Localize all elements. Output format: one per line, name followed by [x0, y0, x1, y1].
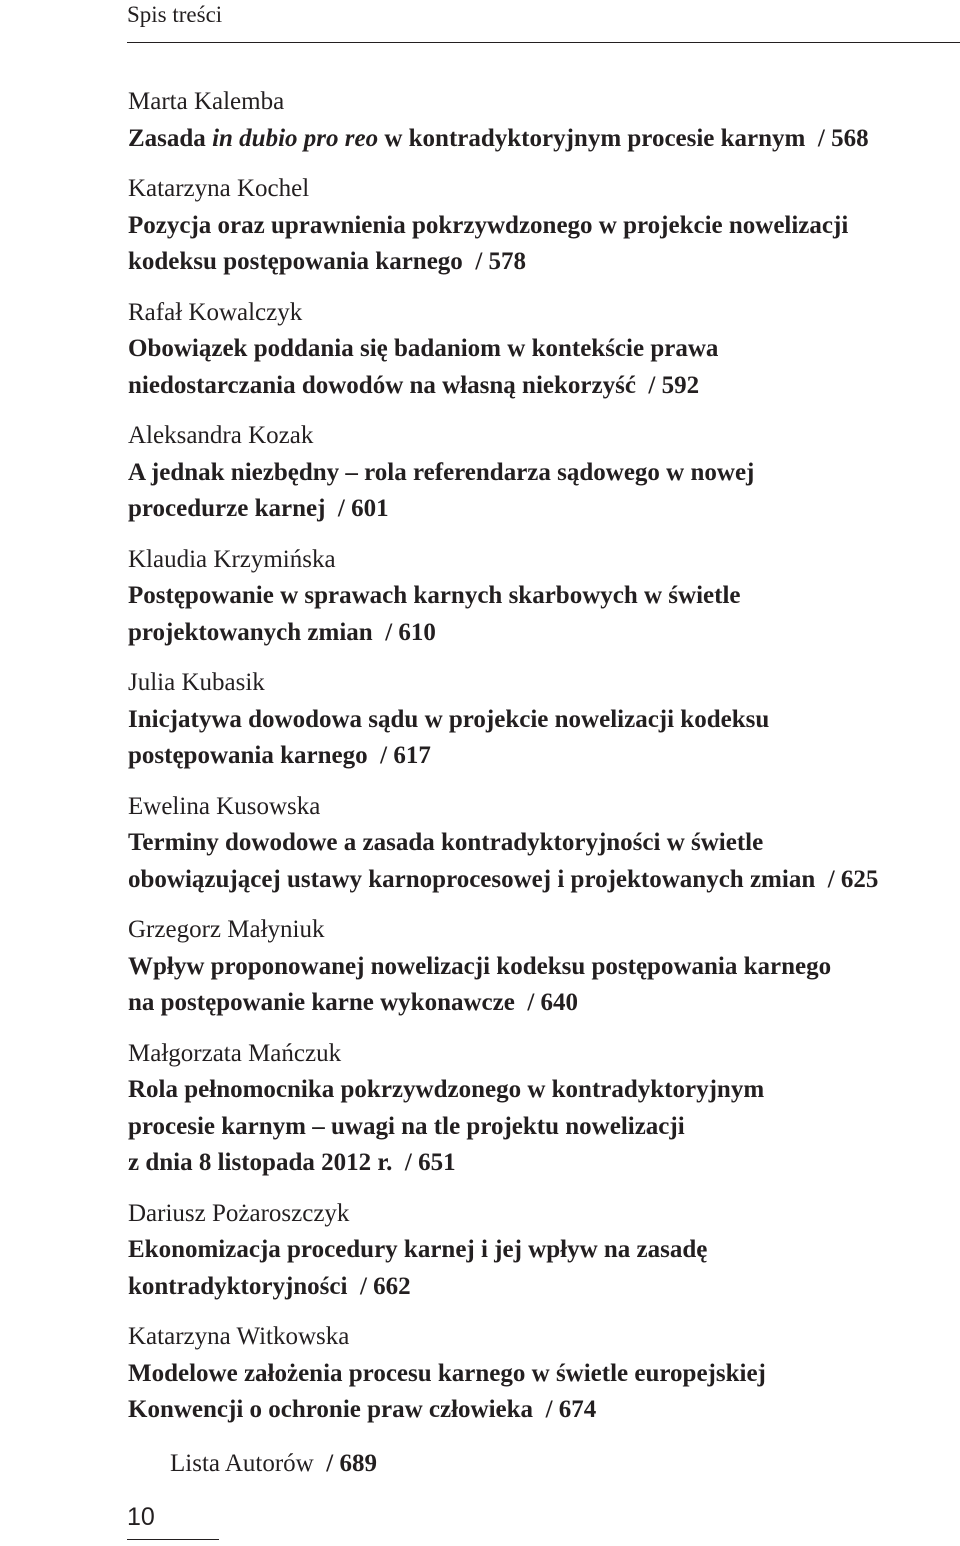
- entry-page-number: / 674: [545, 1396, 597, 1423]
- title-segment: Modelowe założenia procesu karnego w świetle europejskiej: [128, 1359, 766, 1387]
- title-segment: procesie karnym – uwagi na tle projektu nowelizacji: [128, 1112, 685, 1140]
- entry-author: Rafał Kowalczyk: [128, 298, 303, 326]
- entry-author: Małgorzata Mańczuk: [128, 1039, 342, 1067]
- title-segment: na postępowanie karne wykonawcze: [128, 989, 515, 1016]
- entry-title: [128, 121, 948, 158]
- list-of-authors-entry: [170, 1446, 377, 1483]
- list-of-authors-page: / 689: [326, 1450, 377, 1477]
- title-line: [128, 985, 948, 1022]
- title-line: [128, 862, 948, 899]
- toc-entry: [128, 1319, 948, 1429]
- title-segment: Wpływ proponowanej nowelizacji kodeksu postępowania karnego: [128, 952, 832, 980]
- toc-entry: [128, 1036, 948, 1182]
- entry-page-number: / 592: [648, 371, 700, 399]
- entry-title: [128, 702, 948, 775]
- footer-divider: [127, 1539, 219, 1540]
- header-divider: [127, 42, 960, 43]
- entry-author: Marta Kalemba: [128, 88, 285, 115]
- title-line: [128, 491, 948, 528]
- entry-title: [128, 331, 948, 404]
- entry-title: [128, 455, 948, 528]
- title-segment: kodeksu postępowania karnego: [128, 248, 463, 275]
- entry-page-number: / 651: [404, 1149, 456, 1176]
- title-line: [128, 1232, 948, 1269]
- title-segment: obowiązującej ustawy karnoprocesowej i projektowanych zmian: [128, 865, 816, 893]
- toc-entry: [128, 295, 948, 405]
- title-segment: Konwencji o ochronie praw człowieka: [128, 1396, 534, 1423]
- title-line: [128, 1269, 948, 1306]
- entry-title: [128, 208, 948, 281]
- title-segment: Terminy dowodowe a zasada kontradyktoryjności w świetle: [128, 829, 764, 856]
- title-segment: Inicjatywa dowodowa sądu w projekcie nowelizacji kodeksu: [128, 705, 770, 733]
- entry-page-number: / 617: [380, 742, 431, 769]
- title-segment: A jednak niezbędny – rola referendarza sądowego w nowej: [128, 458, 755, 486]
- entry-author: Katarzyna Kochel: [128, 175, 310, 202]
- entry-title: [128, 1232, 948, 1305]
- entry-author: Aleksandra Kozak: [128, 422, 314, 449]
- toc-entry: [128, 789, 948, 899]
- title-segment: w kontradyktoryjnym procesie karnym: [378, 124, 806, 152]
- entry-author: Julia Kubasik: [128, 669, 265, 696]
- entry-page-number: / 640: [527, 989, 579, 1016]
- title-line: [128, 331, 948, 368]
- title-segment: procedurze karnej: [128, 495, 326, 522]
- title-segment: postępowania karnego: [128, 742, 368, 769]
- title-line: [128, 208, 948, 245]
- title-segment: z dnia 8 listopada 2012 r.: [128, 1149, 393, 1176]
- entry-title: [128, 1072, 948, 1182]
- title-line: [128, 738, 948, 775]
- entry-page-number: / 625: [827, 865, 879, 893]
- entry-page-number: / 568: [817, 124, 869, 152]
- title-segment: Postępowanie w sprawach karnych skarbowych w świetle: [128, 582, 741, 609]
- entry-author: Katarzyna Witkowska: [128, 1323, 350, 1350]
- entry-page-number: / 601: [337, 495, 389, 522]
- entry-page-number: / 662: [359, 1272, 411, 1300]
- toc-entry: [128, 84, 948, 157]
- toc-entry: [128, 171, 948, 281]
- title-segment: Rola pełnomocnika pokrzywdzonego w kontradyktoryjnym: [128, 1076, 765, 1103]
- title-segment: Ekonomizacja procedury karnej i jej wpływ na zasadę: [128, 1236, 708, 1263]
- title-segment: niedostarczania dowodów na własną niekorzyść: [128, 371, 636, 399]
- entry-title: [128, 578, 948, 651]
- entry-author: Klaudia Krzymińska: [128, 545, 336, 573]
- entry-author: Grzegorz Małyniuk: [128, 916, 325, 943]
- toc-entry: [128, 542, 948, 652]
- title-line: [128, 121, 948, 158]
- title-segment: Obowiązek poddania się badaniom w kontekście prawa: [128, 335, 719, 362]
- entry-author: Ewelina Kusowska: [128, 792, 321, 820]
- title-line: [128, 368, 948, 405]
- list-of-authors-label: Lista Autorów: [170, 1450, 314, 1477]
- entry-title: [128, 825, 948, 898]
- title-line: [128, 455, 948, 492]
- toc-entry: [128, 1196, 948, 1306]
- title-line: [128, 615, 948, 652]
- title-line: [128, 1109, 948, 1146]
- title-line: [128, 578, 948, 615]
- toc-entry: [128, 665, 948, 775]
- running-header: Spis treści: [127, 2, 223, 27]
- title-line: [128, 1072, 948, 1109]
- title-line: [128, 825, 948, 862]
- title-segment: Pozycja oraz uprawnienia pokrzywdzonego w projekcie nowelizacji: [128, 211, 849, 239]
- title-segment: projektowanych zmian: [128, 618, 373, 646]
- title-line: [128, 702, 948, 739]
- title-italic-segment: in dubio pro reo: [212, 124, 379, 152]
- title-line: [128, 1356, 948, 1393]
- title-line: [128, 244, 948, 281]
- table-of-contents: [128, 84, 948, 1443]
- title-line: [128, 1145, 948, 1182]
- toc-entry: [128, 418, 948, 528]
- title-segment: Zasada: [128, 124, 213, 152]
- entry-page-number: / 610: [385, 618, 436, 646]
- entry-title: [128, 949, 948, 1022]
- page-number: 10: [127, 1503, 155, 1531]
- entry-page-number: / 578: [475, 248, 527, 275]
- toc-entry: [128, 912, 948, 1022]
- title-segment: kontradyktoryjności: [128, 1272, 348, 1300]
- entry-author: Dariusz Pożaroszczyk: [128, 1199, 350, 1227]
- title-line: [128, 949, 948, 986]
- entry-title: [128, 1356, 948, 1429]
- title-line: [128, 1392, 948, 1429]
